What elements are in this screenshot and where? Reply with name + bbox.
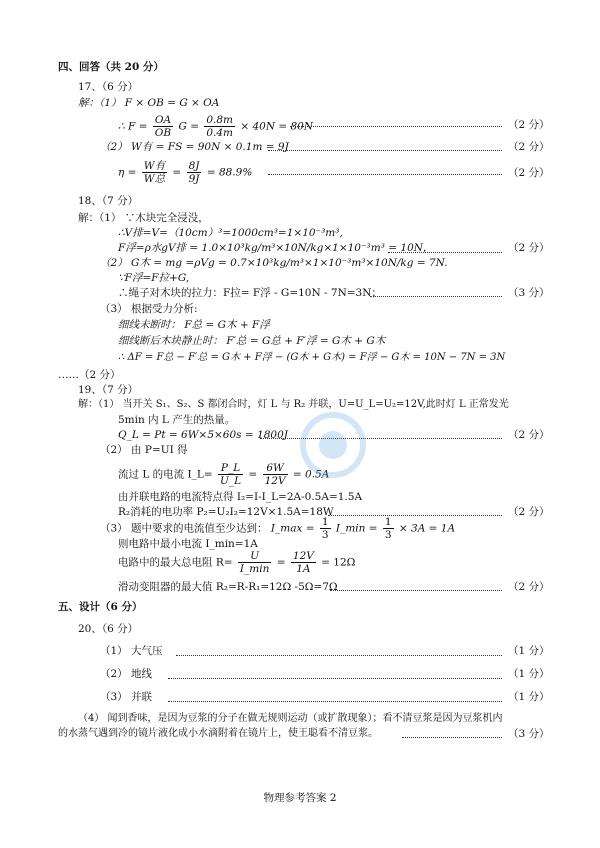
fraction bbox=[263, 462, 288, 487]
numerator: U bbox=[238, 550, 271, 563]
q19-line1: 解：（1） 当开关 S₁、S₂、S 都闭合时，灯 L 与 R₂ 并联，U=U_L=U₂=12V,此时灯 L 正常发光 bbox=[78, 399, 509, 410]
q19-formula-r bbox=[118, 550, 355, 575]
dotted-leader bbox=[268, 174, 502, 175]
fraction bbox=[218, 462, 243, 487]
fraction bbox=[320, 516, 331, 541]
q19-r-result: = 12Ω bbox=[321, 556, 356, 569]
numerator: 6W bbox=[263, 462, 288, 475]
q17-score-1: （2 分） bbox=[508, 119, 550, 131]
numerator: 0.8m bbox=[206, 114, 233, 126]
numerator: 8J bbox=[188, 160, 200, 172]
q19-il-mid: = bbox=[248, 468, 258, 481]
numerator: 1 bbox=[321, 516, 329, 528]
fraction bbox=[383, 516, 394, 541]
dotted-leader bbox=[330, 590, 502, 591]
q20-score-3: （1 分） bbox=[508, 691, 550, 703]
q17-score-3: （2 分） bbox=[508, 167, 550, 179]
q17-formula-eta bbox=[118, 160, 252, 185]
q18-line5: ∵F浮=F拉+G, bbox=[118, 272, 190, 284]
q17-f-mid: G = bbox=[178, 120, 199, 133]
q17-line3: （2） W有 = FS = 90N × 0.1m = 9J bbox=[100, 141, 289, 153]
denominator: 3 bbox=[384, 529, 392, 541]
q20-score-2: （1 分） bbox=[508, 668, 550, 680]
numerator: W有 bbox=[143, 160, 166, 172]
q18-line11: ……（2 分） bbox=[58, 369, 121, 381]
denominator: 3 bbox=[321, 529, 329, 541]
section-5-heading: 五、设计（6 分） bbox=[58, 601, 143, 613]
q20-answer-4-line2: 的水蒸气遇到冷的镜片液化成小水滴附着在镜片上，使王聪看不清豆浆。 bbox=[58, 728, 378, 739]
q18-line8: 细线未断时： F总 = G木 + F浮 bbox=[118, 319, 270, 331]
q19-imax-a: I_max = bbox=[270, 522, 315, 535]
q19-r-prefix: 电路中的最大总电阻 R= bbox=[118, 556, 233, 569]
numerator: OA bbox=[153, 114, 173, 127]
q18-line3: F浮=ρ水gV排 = 1.0×10³kg/m³×10N/kg×1×10⁻³m³ = 10N， bbox=[118, 242, 434, 254]
q19-line11: 滑动变阻器的最大值 R₂=R-R₁=12Ω -5Ω=7Ω bbox=[118, 581, 338, 593]
section-4-heading: 四、回答（共 20 分） bbox=[58, 61, 164, 73]
q17-eta-mid: = bbox=[172, 166, 182, 179]
q19-score-3: （2 分） bbox=[508, 581, 550, 593]
fraction bbox=[204, 114, 235, 139]
denominator: OB bbox=[154, 127, 172, 139]
q19-line2: 5min 内 L 产生的热量。 bbox=[118, 414, 236, 426]
denominator: I_min bbox=[239, 563, 270, 575]
q20-answer-2: （2） 地线 bbox=[100, 668, 153, 680]
fraction bbox=[187, 160, 202, 185]
denominator: W总 bbox=[143, 173, 166, 185]
q17-heading: 17、（6 分） bbox=[78, 81, 139, 93]
q17-eta-prefix: η = bbox=[118, 166, 137, 179]
q18-line2: ∴V排=V=（10cm）³=1000cm³=1×10⁻³m³, bbox=[118, 227, 343, 239]
q20-answer-1: （1） 大气压 bbox=[100, 645, 163, 657]
q19-line4: （2） 由 P=UI 得 bbox=[100, 444, 188, 456]
q19-score-2: （2 分） bbox=[508, 506, 550, 518]
numerator: P_L bbox=[218, 462, 243, 475]
q18-score-1: （2 分） bbox=[508, 242, 550, 254]
q17-f-result: × 40N = 80N bbox=[240, 120, 314, 133]
q19-heading: 19、（7 分） bbox=[78, 384, 139, 396]
q18-heading: 18、（7 分） bbox=[78, 195, 139, 207]
dotted-leader bbox=[370, 296, 502, 297]
numerator: 12V bbox=[292, 550, 314, 562]
q17-line1: 解：（1） F × OB = G × OA bbox=[78, 97, 220, 109]
watermark-logo bbox=[298, 410, 368, 480]
q19-line7: R₂消耗的电功率 P₂=U₂I₂=12V×1.5A=18W bbox=[118, 506, 334, 518]
q18-line1: 解：（1） ∵木块完全浸没， bbox=[78, 212, 209, 224]
q18-line7: （3） 根据受力分析: bbox=[100, 303, 198, 315]
dotted-leader bbox=[388, 252, 502, 253]
denominator: 12V bbox=[264, 475, 286, 487]
q19-il-result: = 0.5A bbox=[292, 468, 330, 481]
fraction bbox=[291, 550, 316, 575]
fraction bbox=[142, 160, 167, 185]
denominator: 1A bbox=[296, 563, 311, 575]
q18-line9: 细线断后木块静止时： F′总 = G总 + F′浮 = G木 + G木 bbox=[118, 335, 386, 347]
page-footer: 物理参考答案 2 bbox=[263, 792, 337, 804]
dotted-leader bbox=[168, 701, 502, 702]
q17-formula-f bbox=[118, 114, 313, 139]
denominator: U_L bbox=[220, 475, 242, 487]
dotted-leader bbox=[168, 678, 502, 679]
q17-score-2: （2 分） bbox=[508, 141, 550, 153]
q19-r-mid: = bbox=[276, 556, 286, 569]
q17-eta-result: = 88.9% bbox=[206, 166, 253, 179]
dotted-leader bbox=[402, 737, 502, 738]
q19-imax-label: （3） 题中要求的电流值至少达到： bbox=[100, 522, 268, 535]
dotted-leader bbox=[290, 126, 502, 127]
q18-line10: ∴ ΔF = F总 − F′总 = G木 + F浮 − (G木 + G木) = F浮 − G木 = 10N − 7N = 3N bbox=[118, 352, 506, 363]
q19-score-1: （2 分） bbox=[508, 429, 550, 441]
denominator: 9J bbox=[188, 173, 200, 185]
q19-il-prefix: 流过 L 的电流 I_L= bbox=[118, 468, 213, 481]
dotted-leader bbox=[176, 655, 502, 656]
fraction bbox=[153, 114, 173, 139]
q19-line9: 则电路中最小电流 I_min=1A bbox=[118, 538, 258, 550]
q20-answer-4-line1: （4） 闻到香味，是因为豆浆的分子在做无规则运动（或扩散现象）；看不清豆浆是因为豆浆机内 bbox=[78, 713, 503, 724]
q19-imax-b: I_min = bbox=[335, 522, 378, 535]
q19-line6: 由并联电路的电流特点得 I₂=I-I_L=2A-0.5A=1.5A bbox=[118, 491, 363, 503]
numerator: 1 bbox=[384, 516, 392, 528]
q17-f-prefix: ∴ F = bbox=[118, 120, 148, 133]
q20-heading: 20、（6 分） bbox=[78, 623, 139, 635]
dotted-leader bbox=[260, 438, 502, 439]
q19-line3: Q_L = Pt = 6W×5×60s = 1800J bbox=[118, 429, 288, 441]
q18-score-2: （3 分） bbox=[508, 287, 550, 299]
q19-imax-result: × 3A = 1A bbox=[398, 522, 456, 535]
dotted-leader bbox=[268, 150, 502, 151]
denominator: 0.4m bbox=[206, 127, 233, 139]
q18-line6: ∴绳子对木块的拉力：F拉= F浮 - G=10N - 7N=3N； bbox=[118, 287, 382, 299]
q20-score-4: （3 分） bbox=[508, 728, 550, 740]
fraction bbox=[238, 550, 271, 575]
q18-line4: （2） G木 = mg =ρVg = 0.7×10³kg/m³×1×10⁻³m³×10N/kg = 7N. bbox=[100, 257, 448, 269]
q20-answer-3: （3） 并联 bbox=[100, 691, 153, 703]
q20-score-1: （1 分） bbox=[508, 645, 550, 657]
